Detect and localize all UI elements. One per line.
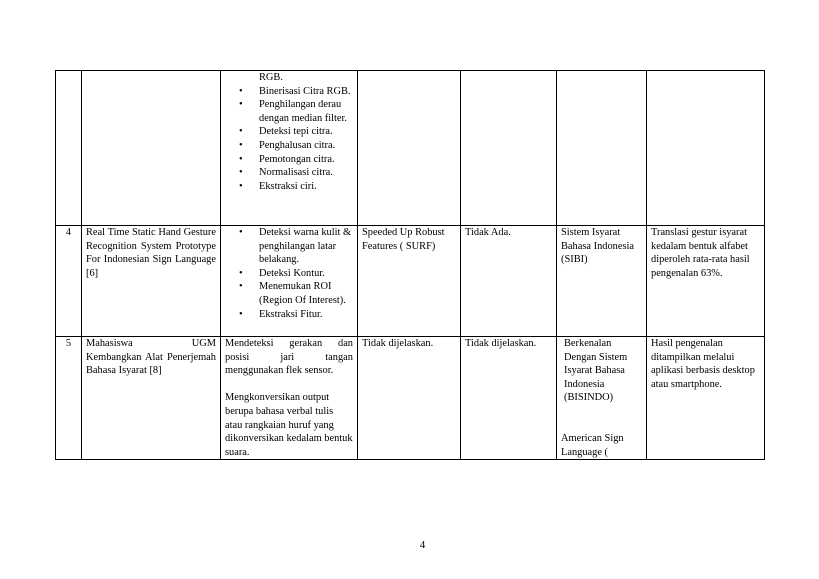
list-item: • Normalisasi citra. [259, 166, 353, 180]
method-cell [358, 71, 461, 226]
algorithm-cell: Tidak Ada. [461, 226, 557, 337]
list-item: • Binerisasi Citra RGB. [259, 85, 353, 99]
title-cell: Real Time Static Hand Gesture Recognition System Prototype For Indonesian Sign Language [6] [82, 226, 221, 337]
paragraph: Mengkonversikan output berupa bahasa verbal tulis atau rangkaian huruf yang dikonversikan kedalam bentuk suara. [225, 392, 353, 458]
algorithm-cell: Tidak dijelaskan. [461, 337, 557, 460]
preprocessing-cell [221, 71, 358, 226]
method-cell: Speeded Up Robust Features ( SURF) [358, 226, 461, 337]
list-item: RGB. [259, 72, 283, 83]
list-item: • Deteksi warna kulit & penghilangan latar belakang. [259, 226, 353, 267]
paragraph-gap [225, 378, 353, 392]
preprocessing-list [225, 71, 353, 193]
result-cell [647, 71, 765, 226]
table-row [56, 71, 765, 226]
page-number: 4 [419, 539, 426, 551]
list-item: • Penghilangan derau dengan median filter. [259, 98, 353, 125]
list-item: • Menemukan ROI (Region Of Interest). [259, 280, 353, 307]
language-entry: American Sign Language ( [561, 432, 624, 458]
row-number-cell: 5 [56, 337, 82, 460]
list-item: • Pemotongan citra. [259, 153, 353, 167]
title-cell [82, 71, 221, 226]
row-number-cell [56, 71, 82, 226]
list-item: • Ekstraksi Fitur. [259, 308, 353, 322]
paragraph: Mendeteksi gerakan dan posisi jari tangan menggunakan flek sensor. [225, 338, 353, 377]
language-cell [557, 337, 647, 460]
language-cell [557, 71, 647, 226]
language-entry: Berkenalan Dengan Sistem Isyarat Bahasa Indonesia (BISINDO) [564, 338, 628, 404]
method-cell: Tidak dijelaskan. [358, 337, 461, 460]
preprocessing-cell [221, 226, 358, 337]
paragraph-gap [561, 405, 642, 432]
title-cell: Mahasiswa UGM Kembangkan Alat Penerjemah Bahasa Isyarat [8] [82, 337, 221, 460]
result-cell: Hasil pengenalan ditampilkan melalui aplikasi berbasis desktop atau smartphone. [647, 337, 765, 460]
list-item: • Deteksi tepi citra. [259, 125, 353, 139]
result-cell: Translasi gestur isyarat kedalam bentuk alfabet diperoleh rata-rata hasil pengenalan 63%. [647, 226, 765, 337]
preprocessing-list [225, 226, 353, 321]
preprocessing-cell [221, 337, 358, 460]
algorithm-cell [461, 71, 557, 226]
list-item: • Deteksi Kontur. [259, 267, 353, 281]
literature-review-table [55, 70, 765, 460]
list-item: • Penghalusan citra. [259, 139, 353, 153]
table-row [56, 226, 765, 337]
list-item: • Ekstraksi ciri. [259, 180, 353, 194]
language-cell: Sistem Isyarat Bahasa Indonesia (SIBI) [557, 226, 647, 337]
row-number-cell: 4 [56, 226, 82, 337]
table-row [56, 337, 765, 460]
